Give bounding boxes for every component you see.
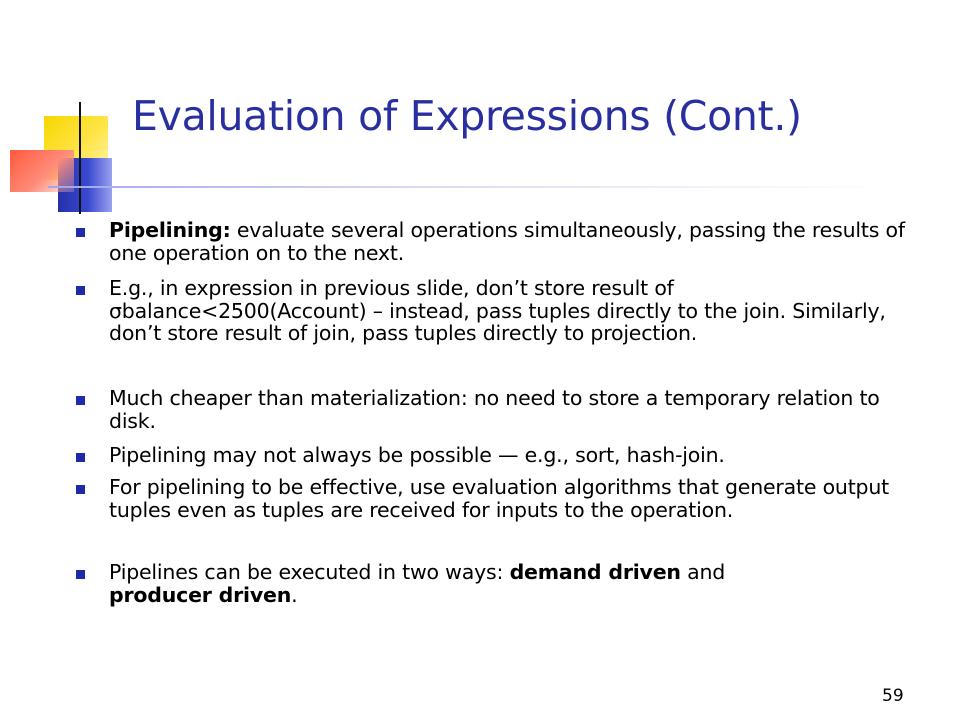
bullet-body: evaluate several operations simultaneously, passing the results of one operation on to the next.	[109, 218, 905, 265]
bold-demand-driven: demand driven	[509, 560, 681, 584]
bullet-body-a: Pipelines can be executed in two ways:	[109, 560, 510, 584]
bullet-item-pipelining	[76, 219, 906, 264]
bullet-item-effective	[76, 476, 906, 521]
bullet-body-b: and	[680, 560, 726, 584]
bullet-item-cheaper	[76, 387, 906, 432]
bullet-bold-lead: Pipelining:	[109, 218, 231, 242]
bullet-item-not-always-possible	[76, 444, 906, 467]
bullet-body-a: E.g., in expression in previous slide, don’t store result of	[109, 276, 674, 300]
bullet-text: For pipelining to be effective, use evaluation algorithms that generate output tuples even as tuples are received for inputs to the operation.	[109, 475, 889, 522]
bullet-marker	[76, 570, 85, 579]
bullet-text: Pipelining may not always be possible — e.g., sort, hash-join.	[109, 443, 725, 467]
bold-producer-driven: producer driven	[109, 582, 292, 607]
bullet-marker	[76, 485, 85, 494]
slide-title: Evaluation of Expressions (Cont.)	[132, 92, 802, 140]
bullet-marker	[76, 286, 85, 295]
bullet-text	[109, 277, 906, 345]
title-underline-rule	[48, 186, 888, 188]
bullet-marker	[76, 396, 85, 405]
page-number: 59	[882, 686, 904, 706]
bullet-text: Much cheaper than materialization: no need to store a temporary relation to disk.	[109, 386, 880, 433]
sigma-symbol: σ	[109, 298, 122, 323]
bullet-item-two-ways	[76, 561, 906, 606]
vertical-line	[79, 102, 81, 214]
bullet-text	[109, 219, 906, 264]
bullet-text	[109, 561, 725, 606]
bullet-marker	[76, 228, 85, 237]
bullet-body-b: balance<2500(Account) – instead, pass tuples directly to the join. Similarly, don’t store result of join, pass tuples directly to projection.	[109, 298, 886, 345]
bullet-item-example	[76, 277, 906, 345]
bullet-marker	[76, 453, 85, 462]
bullet-body-c: .	[291, 582, 298, 607]
